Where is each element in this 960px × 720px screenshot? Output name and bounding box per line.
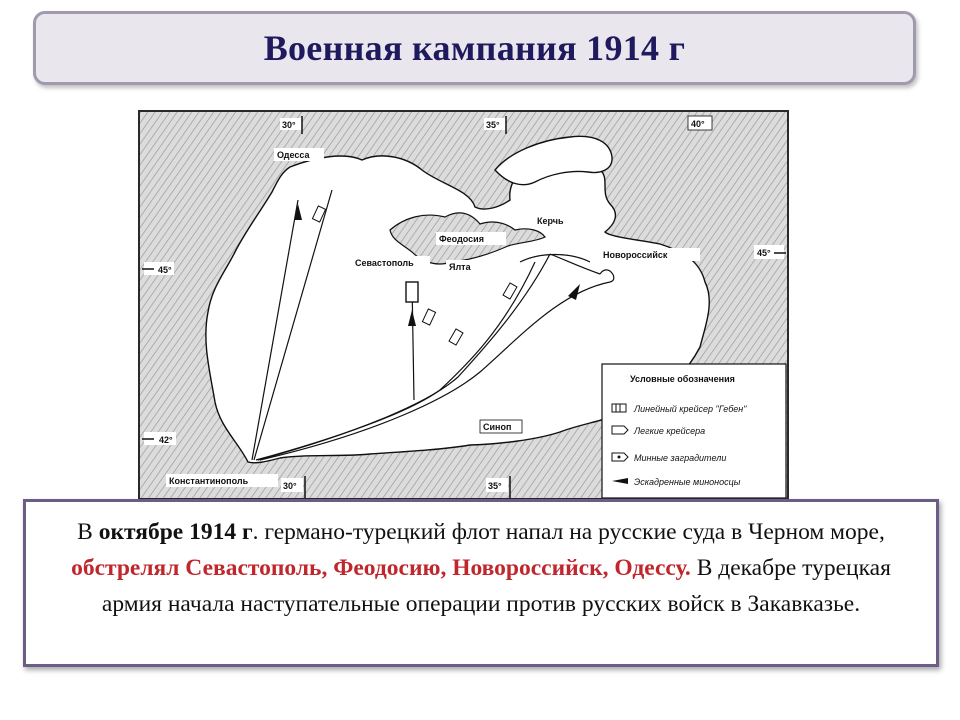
svg-text:Севастополь: Севастополь (355, 258, 414, 268)
svg-text:Одесса: Одесса (277, 150, 310, 160)
city-label-sevastopol (352, 256, 430, 269)
svg-text:Новороссийск: Новороссийск (603, 250, 668, 260)
svg-text:Керчь: Керчь (537, 216, 564, 226)
grid-lon-40-top (688, 116, 712, 130)
legend-title: Условные обозначения (630, 374, 735, 384)
svg-text:Эскадренные миноносцы: Эскадренные миноносцы (634, 477, 741, 487)
svg-text:42°: 42° (159, 435, 173, 445)
city-label-kerch (534, 214, 574, 227)
text-part-5: В декабре турецкая армия начала наступательные операции против русских войск в Закавказье. (101, 555, 891, 617)
svg-text:Минные заградители: Минные заградители (634, 453, 727, 463)
svg-text:Ялта: Ялта (449, 262, 471, 272)
map-svg (140, 112, 787, 498)
city-label-sinop (480, 420, 522, 433)
slide-title: Военная кампания 1914 г (263, 28, 686, 68)
svg-text:40°: 40° (691, 119, 705, 129)
svg-text:35°: 35° (488, 481, 502, 491)
grid-lat-45-right (754, 245, 786, 259)
svg-text:Синоп: Синоп (483, 422, 512, 432)
battlecruiser-marker (406, 282, 418, 302)
svg-text:Легкие крейсера: Легкие крейсера (634, 426, 706, 436)
city-label-feodosia (436, 232, 506, 245)
text-cities-highlight: обстрелял Севастополь, Феодосию, Новороссийск, Одессу. (71, 555, 691, 581)
grid-lat-42-left (142, 432, 176, 445)
city-label-odessa (274, 148, 324, 161)
text-date-highlight: октябре 1914 г (98, 519, 253, 545)
svg-text:35°: 35° (486, 120, 500, 130)
city-label-yalta (446, 260, 476, 273)
text-part-1: В (77, 519, 99, 545)
black-sea-map (138, 110, 789, 500)
svg-text:45°: 45° (757, 248, 771, 258)
svg-text:Феодосия: Феодосия (439, 234, 484, 244)
city-label-novorossiysk (600, 248, 700, 261)
svg-text:30°: 30° (283, 481, 297, 491)
svg-text:Линейный крейсер "Гебен": Линейный крейсер "Гебен" (634, 404, 747, 414)
title-banner (33, 11, 916, 85)
svg-text:Константинополь: Константинополь (169, 476, 249, 486)
map-legend (602, 364, 786, 498)
svg-text:30°: 30° (282, 120, 296, 130)
svg-text:45°: 45° (158, 265, 172, 275)
text-part-3: . германо-турецкий флот напал на русские суда в Черном море, (252, 519, 885, 545)
city-label-constantinople (166, 474, 278, 487)
grid-lat-45-left (142, 262, 174, 275)
description-text-box (23, 499, 939, 667)
